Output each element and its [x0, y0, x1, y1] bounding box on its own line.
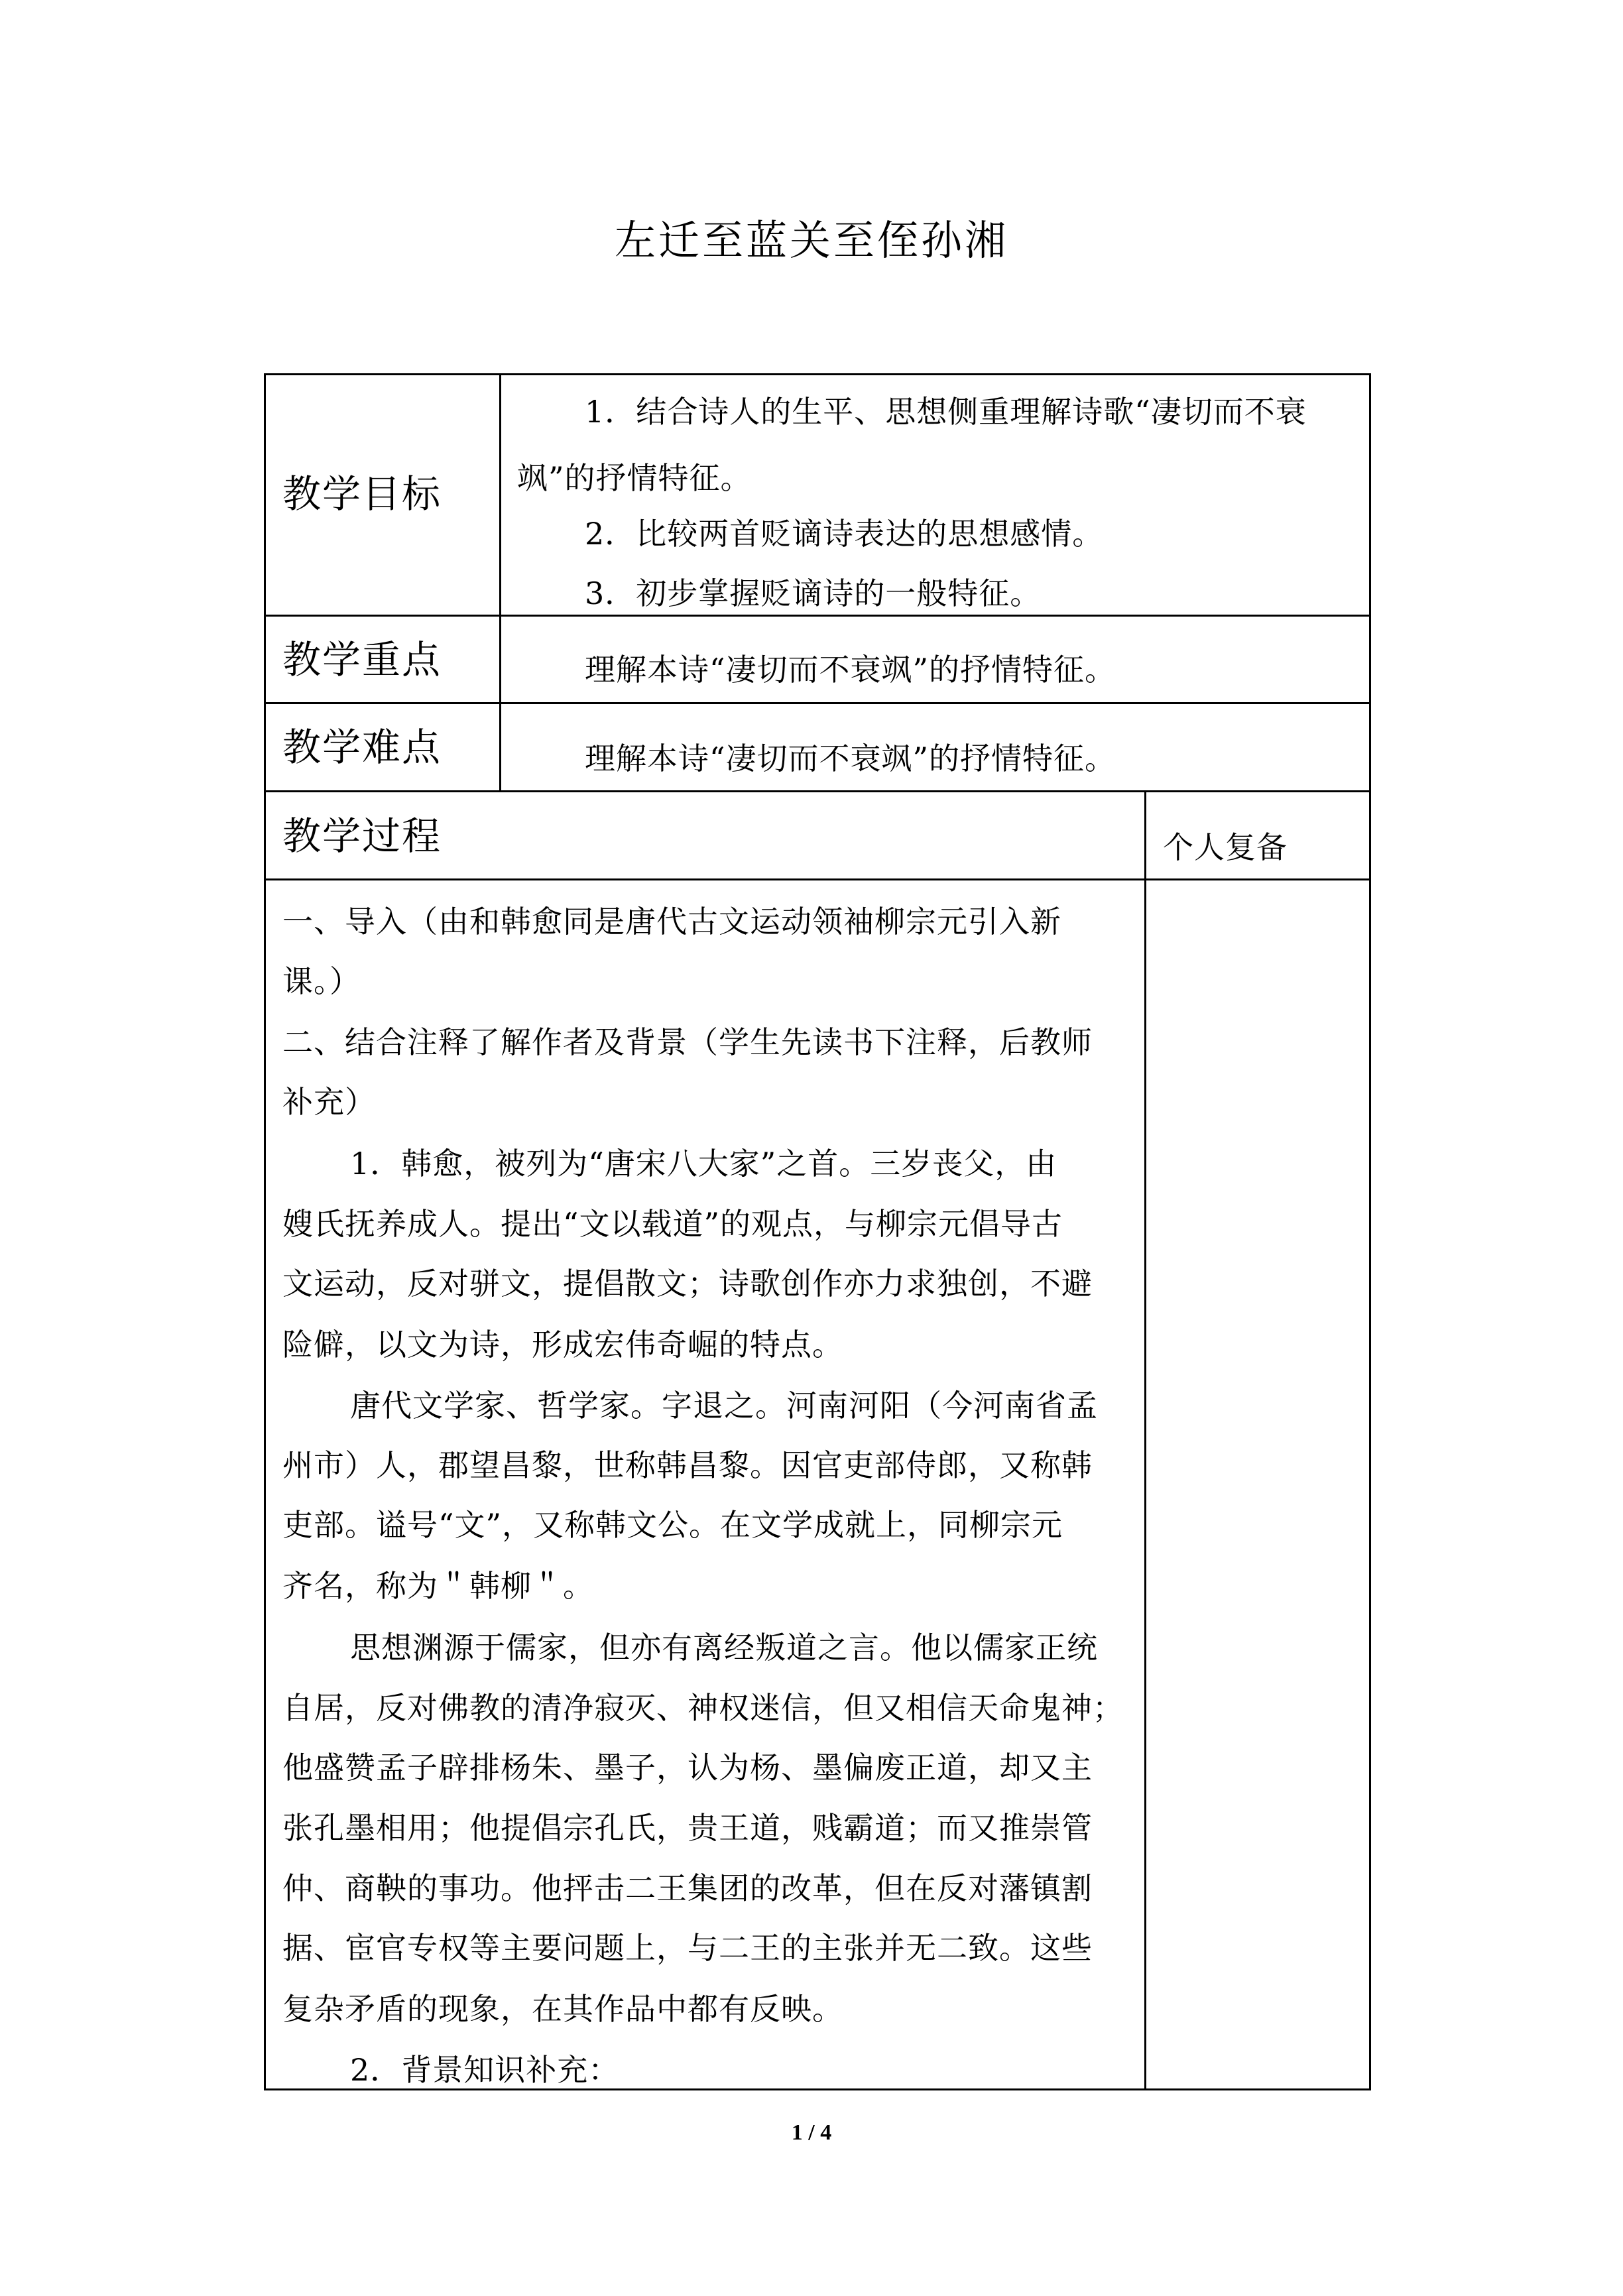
table-border — [264, 878, 1371, 880]
content-line: 嫂氏抚养成人。提出“文以载道”的观点，与柳宗元倡导古 — [282, 1206, 1063, 1242]
content-line: 文运动，反对骈文，提倡散文；诗歌创作亦力求独创，不避 — [282, 1266, 1093, 1301]
table-border — [264, 702, 1371, 704]
objectives-line-4: 3．初步掌握贬谪诗的一般特征。 — [585, 575, 1042, 611]
objectives-label: 教学目标 — [282, 471, 442, 516]
personal-prep-label: 个人复备 — [1163, 829, 1288, 865]
page-number: 1 / 4 — [791, 2120, 832, 2145]
objectives-line-2: 飒”的抒情特征。 — [517, 460, 752, 496]
process-label: 教学过程 — [282, 814, 442, 859]
table-border — [264, 373, 1371, 375]
content-line: 仲、商鞅的事功。他抨击二王集团的改革，但在反对藩镇割 — [282, 1870, 1093, 1906]
content-line: 他盛赞孟子辟排杨朱、墨子，认为杨、墨偏废正道，却又主 — [282, 1750, 1093, 1785]
table-border — [264, 790, 1371, 792]
content-line: 2．背景知识补充： — [350, 2052, 620, 2088]
content-line: 险僻，以文为诗，形成宏伟奇崛的特点。 — [282, 1327, 843, 1362]
table-border — [1144, 790, 1146, 2090]
content-line: 课。） — [282, 963, 361, 999]
content-line: 自居，反对佛教的清净寂灭、神权迷信，但又相信天命鬼神； — [282, 1690, 1124, 1726]
key-point-label: 教学重点 — [282, 637, 442, 682]
content-line: 州市）人，郡望昌黎，世称韩昌黎。因官吏部侍郎，又称韩 — [282, 1447, 1093, 1483]
content-line: 补充） — [282, 1084, 376, 1120]
document-title: 左迁至蓝关至侄孙湘 — [614, 216, 1008, 265]
objectives-line-1: 1．结合诗人的生平、思想侧重理解诗歌“凄切而不衰 — [585, 394, 1307, 430]
content-line: 二、结合注释了解作者及背景（学生先读书下注释，后教师 — [282, 1024, 1093, 1060]
content-line: 张孔墨相用；他提倡宗孔氏，贵王道，贱霸道；而又推崇管 — [282, 1810, 1093, 1846]
content-line: 一、导入（由和韩愈同是唐代古文运动领袖柳宗元引入新 — [282, 904, 1061, 939]
key-point-text: 理解本诗“凄切而不衰飒”的抒情特征。 — [585, 652, 1116, 688]
content-line: 1．韩愈，被列为“唐宋八大家”之首。三岁丧父，由 — [350, 1146, 1057, 1181]
table-border — [1369, 373, 1371, 2090]
table-border — [499, 373, 501, 792]
content-line: 齐名，称为＂韩柳＂。 — [282, 1568, 594, 1604]
content-line: 吏部。谥号“文”，又称韩文公。在文学成就上，同柳宗元 — [282, 1507, 1063, 1543]
content-line: 复杂矛盾的现象，在其作品中都有反映。 — [282, 1991, 843, 2027]
objectives-line-3: 2．比较两首贬谪诗表达的思想感情。 — [585, 516, 1104, 552]
content-line: 据、宦官专权等主要问题上，与二王的主张并无二致。这些 — [282, 1930, 1093, 1966]
difficulty-text: 理解本诗“凄切而不衰飒”的抒情特征。 — [585, 741, 1116, 776]
table-border — [264, 373, 266, 2090]
difficulty-label: 教学难点 — [282, 725, 442, 770]
content-line: 唐代文学家、哲学家。字退之。河南河阳（今河南省孟 — [350, 1388, 1098, 1423]
content-line: 思想渊源于儒家，但亦有离经叛道之言。他以儒家正统 — [350, 1630, 1098, 1665]
